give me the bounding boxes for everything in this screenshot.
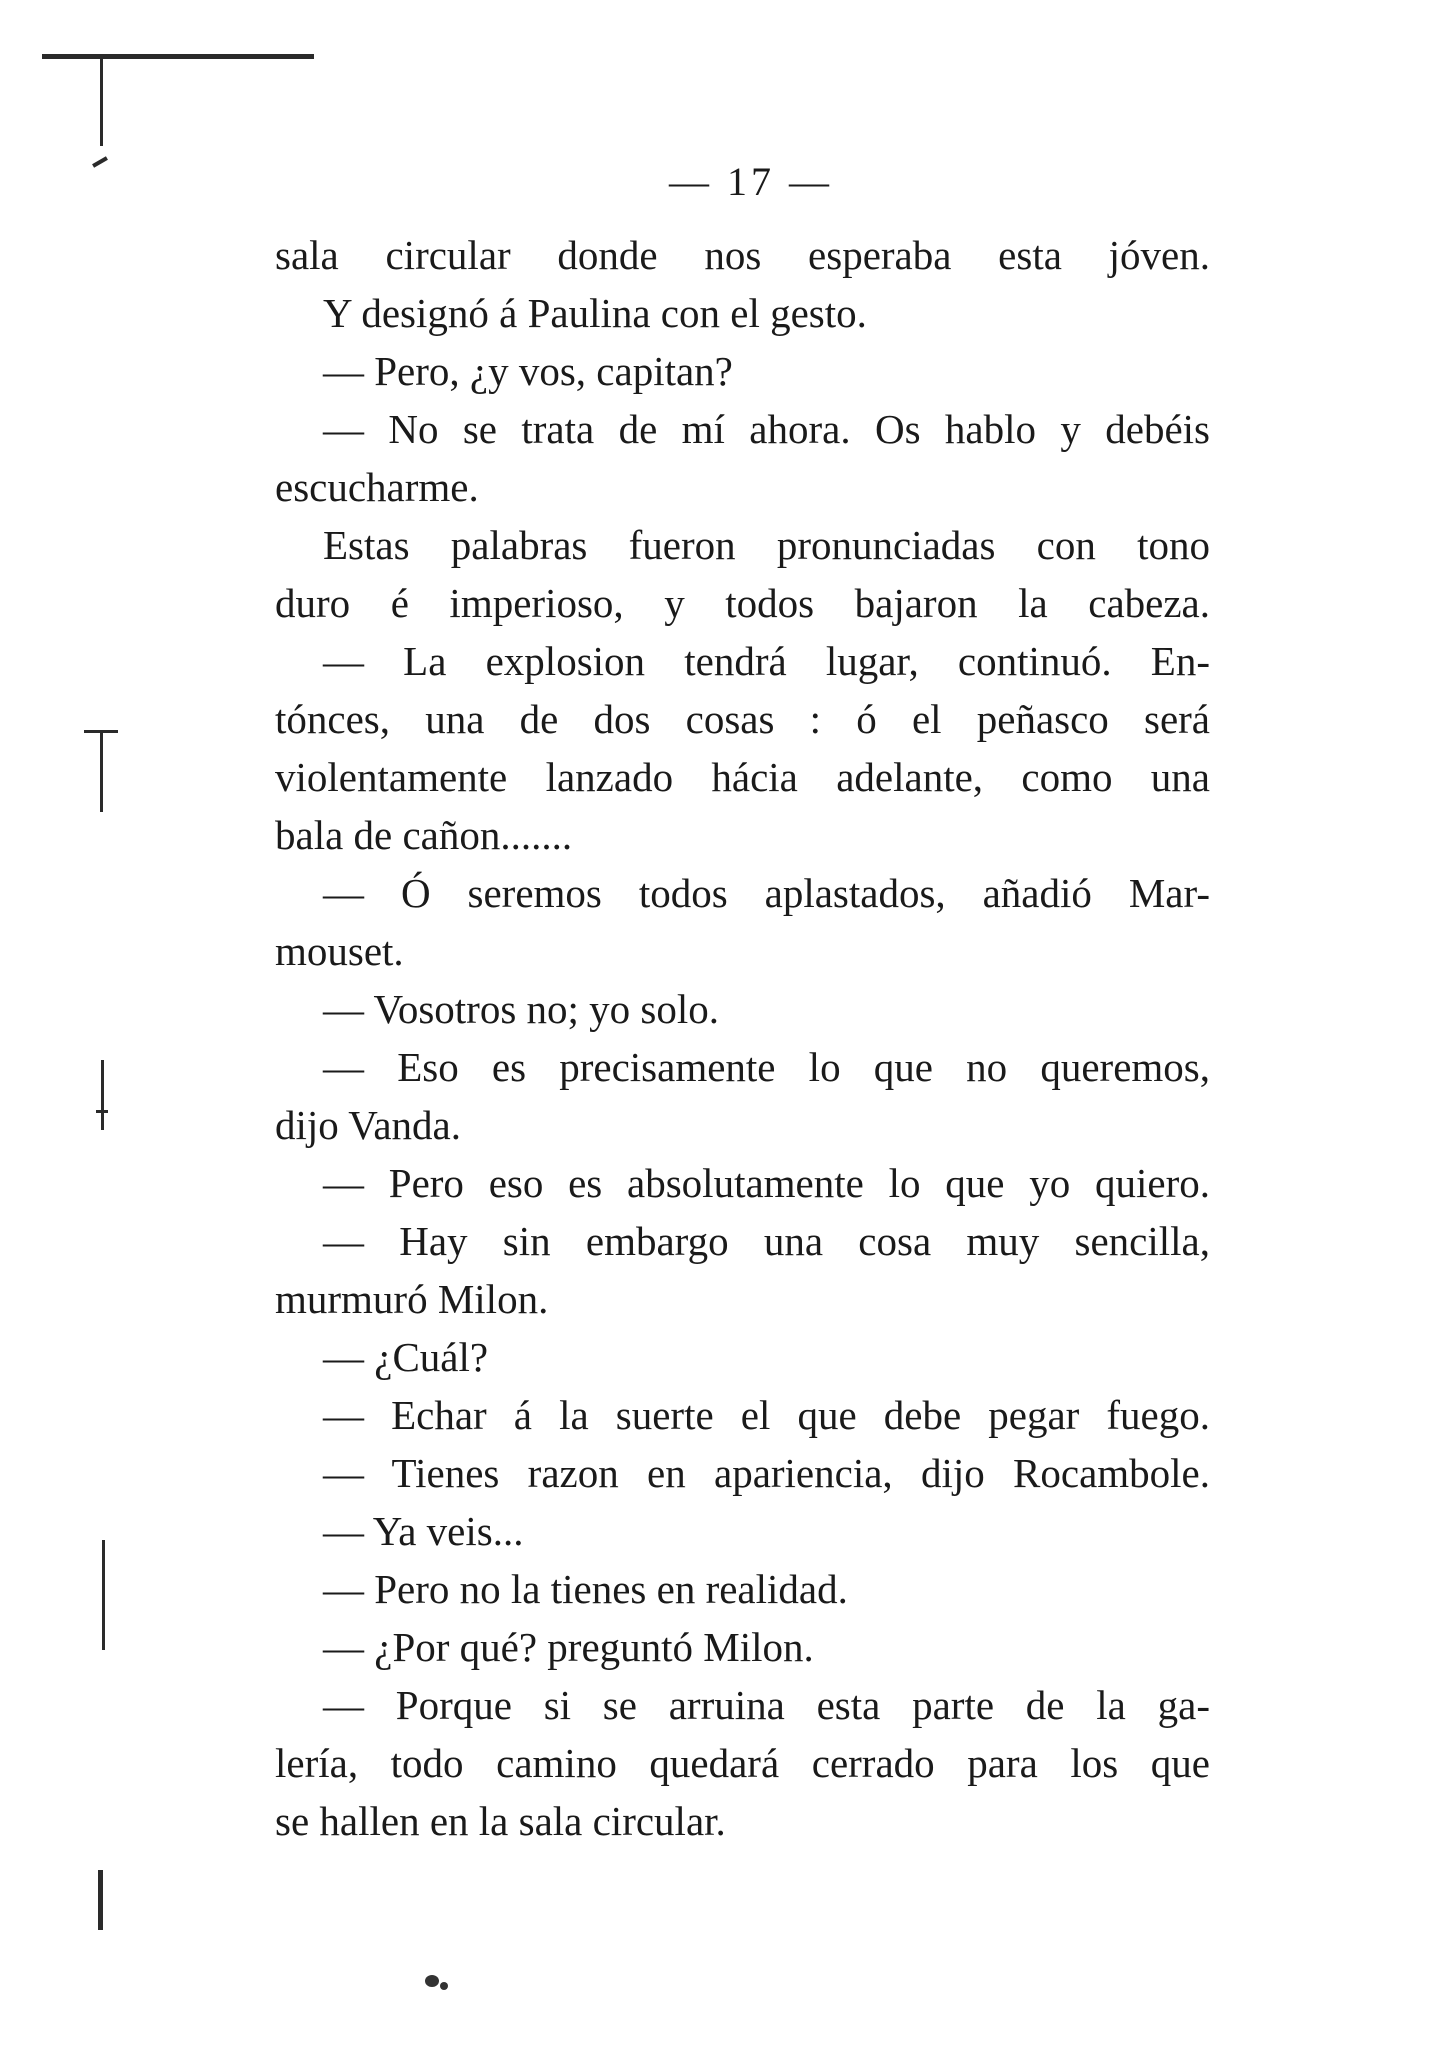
text-line: dijo Vanda. <box>275 1102 462 1148</box>
text-line: mouset. <box>275 928 404 974</box>
corner-mark <box>42 54 314 59</box>
margin-mark <box>100 732 103 812</box>
text-line: Estas palabras fueron pronunciadas con tono <box>323 522 1210 568</box>
margin-mark <box>96 1110 108 1113</box>
text-line: bala de cañon....... <box>275 812 573 858</box>
page-number: — 17 — <box>669 159 833 204</box>
margin-mark <box>101 1060 104 1130</box>
corner-mark <box>100 56 103 146</box>
text-line: tónces, una de dos cosas : ó el peñasco será <box>275 696 1210 742</box>
text-line: — Ya veis... <box>323 1508 524 1554</box>
text-line: — Echar á la suerte el que debe pegar fuego. <box>323 1392 1210 1438</box>
text-line: Y designó á Paulina con el gesto. <box>323 290 867 336</box>
text-line: — La explosion tendrá lugar, continuó. En- <box>323 638 1210 684</box>
text-line: lería, todo camino quedará cerrado para los que <box>275 1740 1210 1786</box>
text-line: se hallen en la sala circular. <box>275 1798 726 1844</box>
text-line: — ¿Cuál? <box>323 1334 489 1380</box>
body-text <box>275 226 1210 1850</box>
text-line: — Tienes razon en apariencia, dijo Rocambole. <box>323 1450 1210 1496</box>
text-line: — Pero no la tienes en realidad. <box>323 1566 848 1612</box>
text-line: — Pero, ¿y vos, capitan? <box>323 348 733 394</box>
text-line: violentamente lanzado hácia adelante, como una <box>275 754 1210 800</box>
text-line: — ¿Por qué? preguntó Milon. <box>323 1624 814 1670</box>
ink-spot <box>440 1982 448 1990</box>
margin-mark <box>98 1870 103 1930</box>
text-line: — Vosotros no; yo solo. <box>323 986 720 1032</box>
text-line: sala circular donde nos esperaba esta jóven. <box>275 232 1210 278</box>
text-line: duro é imperioso, y todos bajaron la cabeza. <box>275 580 1210 626</box>
ink-spot <box>425 1975 439 1987</box>
text-line: — Eso es precisamente lo que no queremos, <box>323 1044 1210 1090</box>
text-line: — Pero eso es absolutamente lo que yo quiero. <box>323 1160 1210 1206</box>
text-line: murmuró Milon. <box>275 1276 549 1322</box>
text-line: — Hay sin embargo una cosa muy sencilla, <box>323 1218 1210 1264</box>
text-line: escucharme. <box>275 464 479 510</box>
margin-mark <box>102 1540 105 1650</box>
text-line: — Porque si se arruina esta parte de la ga- <box>323 1682 1210 1728</box>
text-line: — No se trata de mí ahora. Os hablo y debéis <box>323 406 1210 452</box>
text-line: — Ó seremos todos aplastados, añadió Mar- <box>323 870 1210 916</box>
